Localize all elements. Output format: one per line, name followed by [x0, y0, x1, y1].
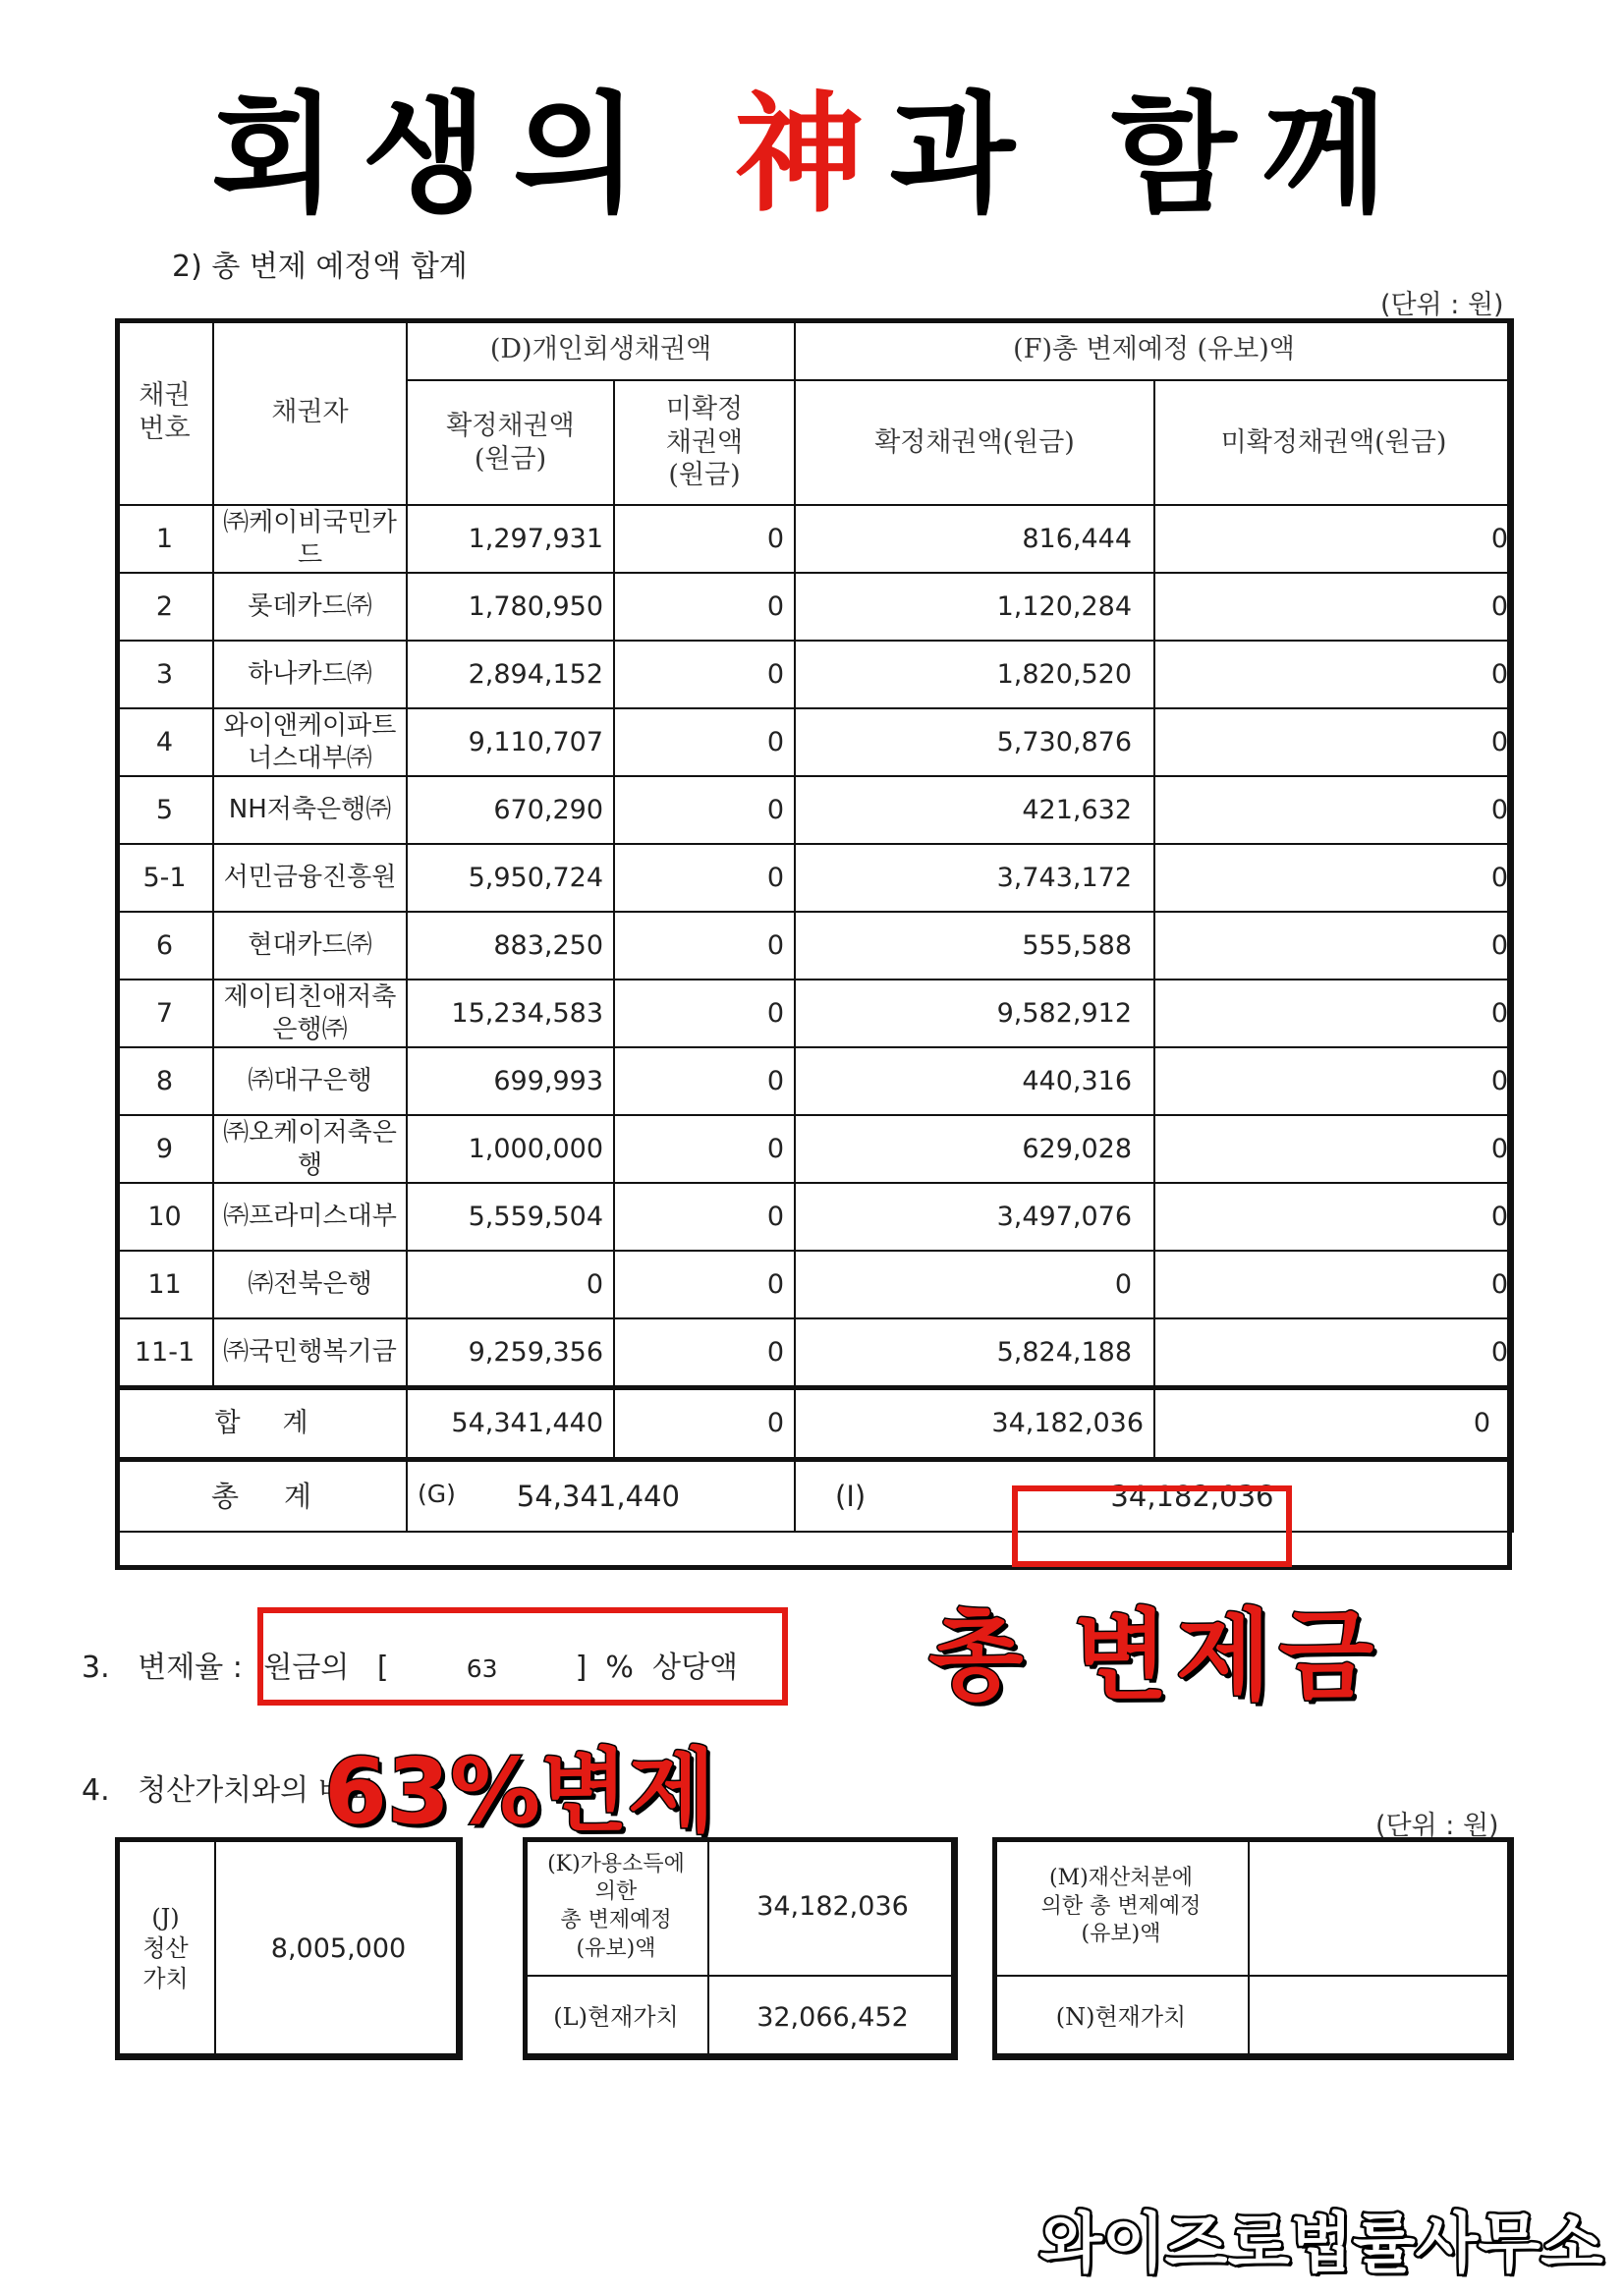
- table-row: [116, 844, 1513, 912]
- row-d-confirmed: 5,559,504: [407, 1183, 614, 1251]
- income-table: [523, 1837, 958, 2060]
- section2-unit: (단위 : 원): [1380, 290, 1504, 320]
- liquidation-table: [115, 1837, 463, 2060]
- row-d-unconfirmed: 0: [614, 708, 795, 776]
- title-red-char: 神: [734, 80, 890, 231]
- row-f-unconfirmed: 0: [1154, 1183, 1513, 1251]
- row-f-confirmed: 5,730,876: [795, 708, 1154, 776]
- table-row: [116, 1251, 1513, 1318]
- row-no: 2: [116, 573, 213, 641]
- row-d-unconfirmed: 0: [614, 1183, 795, 1251]
- row-no: 5: [116, 776, 213, 844]
- row-d-unconfirmed: 0: [614, 1115, 795, 1183]
- row-f-confirmed: 9,582,912: [795, 980, 1154, 1047]
- row-creditor: ㈜케이비국민카드: [213, 505, 407, 573]
- title-after: 과 함께: [889, 80, 1413, 231]
- row-f-unconfirmed: 0: [1154, 1047, 1513, 1115]
- m-value: [1249, 1838, 1513, 1976]
- row-d-confirmed: 2,894,152: [407, 641, 614, 708]
- row-d-confirmed: 1,780,950: [407, 573, 614, 641]
- table-row: [116, 980, 1513, 1047]
- row-f-unconfirmed: 0: [1154, 776, 1513, 844]
- table-row: [116, 708, 1513, 776]
- table-row: [116, 912, 1513, 980]
- repayment-table: [115, 318, 1514, 1533]
- sum-d-confirmed: 54,341,440: [407, 1388, 614, 1460]
- row-f-unconfirmed: 0: [1154, 573, 1513, 641]
- row-no: 11: [116, 1251, 213, 1318]
- row-creditor: 현대카드㈜: [213, 912, 407, 980]
- row-creditor: 서민금융진흥원: [213, 844, 407, 912]
- row-no: 9: [116, 1115, 213, 1183]
- row-d-unconfirmed: 0: [614, 1047, 795, 1115]
- header-f-confirmed: 확정채권액(원금): [795, 380, 1154, 505]
- sum-d-unconfirmed: 0: [614, 1388, 795, 1460]
- row-no: 5-1: [116, 844, 213, 912]
- total-label: 총 계: [116, 1460, 407, 1533]
- n-label: (N)현재가치: [993, 1976, 1249, 2059]
- section4-heading: 4. 청산가치와의 비교: [82, 1773, 375, 1808]
- header-f-unconfirmed: 미확정채권액(원금): [1154, 380, 1513, 505]
- header-no: 채권 번호: [116, 319, 213, 505]
- row-f-confirmed: 0: [795, 1251, 1154, 1318]
- row-d-unconfirmed: 0: [614, 776, 795, 844]
- m-label: (M)재산처분에 의한 총 변제예정 (유보)액: [993, 1838, 1249, 1976]
- table-row: [116, 1115, 1513, 1183]
- k-value: 34,182,036: [708, 1838, 957, 1976]
- table-row: [116, 1047, 1513, 1115]
- row-f-unconfirmed: 0: [1154, 505, 1513, 573]
- row-f-confirmed: 5,824,188: [795, 1318, 1154, 1388]
- row-d-unconfirmed: 0: [614, 641, 795, 708]
- header-group-d: (D)개인회생채권액: [407, 319, 795, 380]
- section2-heading: 2) 총 변제 예정액 합계: [172, 250, 468, 284]
- row-d-confirmed: 670,290: [407, 776, 614, 844]
- header-group-f: (F)총 변제예정 (유보)액: [795, 319, 1513, 380]
- j-label: (J) 청산 가치: [116, 1838, 215, 2059]
- section3-heading: 3. 변제율 :: [82, 1651, 252, 1685]
- row-f-confirmed: 629,028: [795, 1115, 1154, 1183]
- sum-f-unconfirmed: 0: [1154, 1388, 1513, 1460]
- row-creditor: ㈜국민행복기금: [213, 1318, 407, 1388]
- row-d-confirmed: 1,000,000: [407, 1115, 614, 1183]
- sum-label: 합 계: [116, 1388, 407, 1460]
- row-no: 6: [116, 912, 213, 980]
- row-creditor: ㈜프라미스대부: [213, 1183, 407, 1251]
- table-row: [116, 1183, 1513, 1251]
- table-row: [116, 776, 1513, 844]
- sum-f-confirmed: 34,182,036: [795, 1388, 1154, 1460]
- firm-name: 와이즈로법률사무소: [1039, 2206, 1603, 2281]
- row-f-confirmed: 3,497,076: [795, 1183, 1154, 1251]
- row-d-confirmed: 883,250: [407, 912, 614, 980]
- row-f-unconfirmed: 0: [1154, 1115, 1513, 1183]
- total-g-value: 54,341,440: [516, 1479, 680, 1513]
- row-f-confirmed: 816,444: [795, 505, 1154, 573]
- row-creditor: 와이앤케이파트너스대부㈜: [213, 708, 407, 776]
- row-creditor: NH저축은행㈜: [213, 776, 407, 844]
- page-title: [0, 80, 1624, 231]
- section3-text-before: 원금의 [: [263, 1651, 389, 1685]
- row-no: 4: [116, 708, 213, 776]
- row-creditor: 하나카드㈜: [213, 641, 407, 708]
- row-no: 7: [116, 980, 213, 1047]
- row-d-confirmed: 5,950,724: [407, 844, 614, 912]
- total-g-cell: [407, 1460, 795, 1533]
- row-d-confirmed: 1,297,931: [407, 505, 614, 573]
- row-d-unconfirmed: 0: [614, 912, 795, 980]
- total-g-label: (G): [418, 1479, 456, 1508]
- row-f-confirmed: 3,743,172: [795, 844, 1154, 912]
- j-value: 8,005,000: [215, 1838, 462, 2059]
- table-row: [116, 1318, 1513, 1388]
- k-label: (K)가용소득에 의한 총 변제예정 (유보)액: [524, 1838, 708, 1976]
- row-creditor: ㈜대구은행: [213, 1047, 407, 1115]
- row-creditor: 롯데카드㈜: [213, 573, 407, 641]
- row-d-confirmed: 0: [407, 1251, 614, 1318]
- row-d-unconfirmed: 0: [614, 573, 795, 641]
- row-no: 3: [116, 641, 213, 708]
- row-d-confirmed: 15,234,583: [407, 980, 614, 1047]
- row-d-unconfirmed: 0: [614, 980, 795, 1047]
- row-f-confirmed: 421,632: [795, 776, 1154, 844]
- total-highlight-box: [1012, 1485, 1292, 1567]
- row-f-confirmed: 1,820,520: [795, 641, 1154, 708]
- row-d-confirmed: 9,110,707: [407, 708, 614, 776]
- row-f-unconfirmed: 0: [1154, 912, 1513, 980]
- section3-rate: 63: [466, 1654, 498, 1683]
- row-f-confirmed: 1,120,284: [795, 573, 1154, 641]
- row-no: 10: [116, 1183, 213, 1251]
- total-i-value: 34,182,036: [1110, 1479, 1274, 1513]
- row-d-unconfirmed: 0: [614, 1251, 795, 1318]
- row-f-unconfirmed: 0: [1154, 641, 1513, 708]
- l-value: 32,066,452: [708, 1976, 957, 2059]
- row-creditor: 제이티친애저축은행㈜: [213, 980, 407, 1047]
- row-no: 1: [116, 505, 213, 573]
- header-d-unconfirmed: 미확정 채권액 (원금): [614, 380, 795, 505]
- row-f-confirmed: 440,316: [795, 1047, 1154, 1115]
- row-f-confirmed: 555,588: [795, 912, 1154, 980]
- row-d-unconfirmed: 0: [614, 505, 795, 573]
- row-f-unconfirmed: 0: [1154, 1318, 1513, 1388]
- row-f-unconfirmed: 0: [1154, 844, 1513, 912]
- n-value: [1249, 1976, 1513, 2059]
- table-row: [116, 505, 1513, 573]
- annotation-rate-note: 63%변제: [324, 1739, 715, 1844]
- row-f-unconfirmed: 0: [1154, 708, 1513, 776]
- property-table: [992, 1837, 1514, 2060]
- header-creditor: 채권자: [213, 319, 407, 505]
- l-label: (L)현재가치: [524, 1976, 708, 2059]
- annotation-total-repayment: 총 변제금: [928, 1598, 1382, 1713]
- row-no: 11-1: [116, 1318, 213, 1388]
- row-creditor: ㈜오케이저축은행: [213, 1115, 407, 1183]
- rate-highlight-box: [257, 1607, 788, 1706]
- row-f-unconfirmed: 0: [1154, 1251, 1513, 1318]
- row-f-unconfirmed: 0: [1154, 980, 1513, 1047]
- header-d-confirmed: 확정채권액 (원금): [407, 380, 614, 505]
- table-row: [116, 573, 1513, 641]
- row-d-confirmed: 9,259,356: [407, 1318, 614, 1388]
- section4-unit: (단위 : 원): [1375, 1811, 1499, 1841]
- row-creditor: ㈜전북은행: [213, 1251, 407, 1318]
- table-row: [116, 641, 1513, 708]
- row-no: 8: [116, 1047, 213, 1115]
- section3-text-after: ] % 상당액: [575, 1651, 738, 1685]
- title-before: 회생의: [211, 80, 735, 231]
- row-d-unconfirmed: 0: [614, 1318, 795, 1388]
- row-d-confirmed: 699,993: [407, 1047, 614, 1115]
- total-i-label: (I): [835, 1479, 867, 1513]
- row-d-unconfirmed: 0: [614, 844, 795, 912]
